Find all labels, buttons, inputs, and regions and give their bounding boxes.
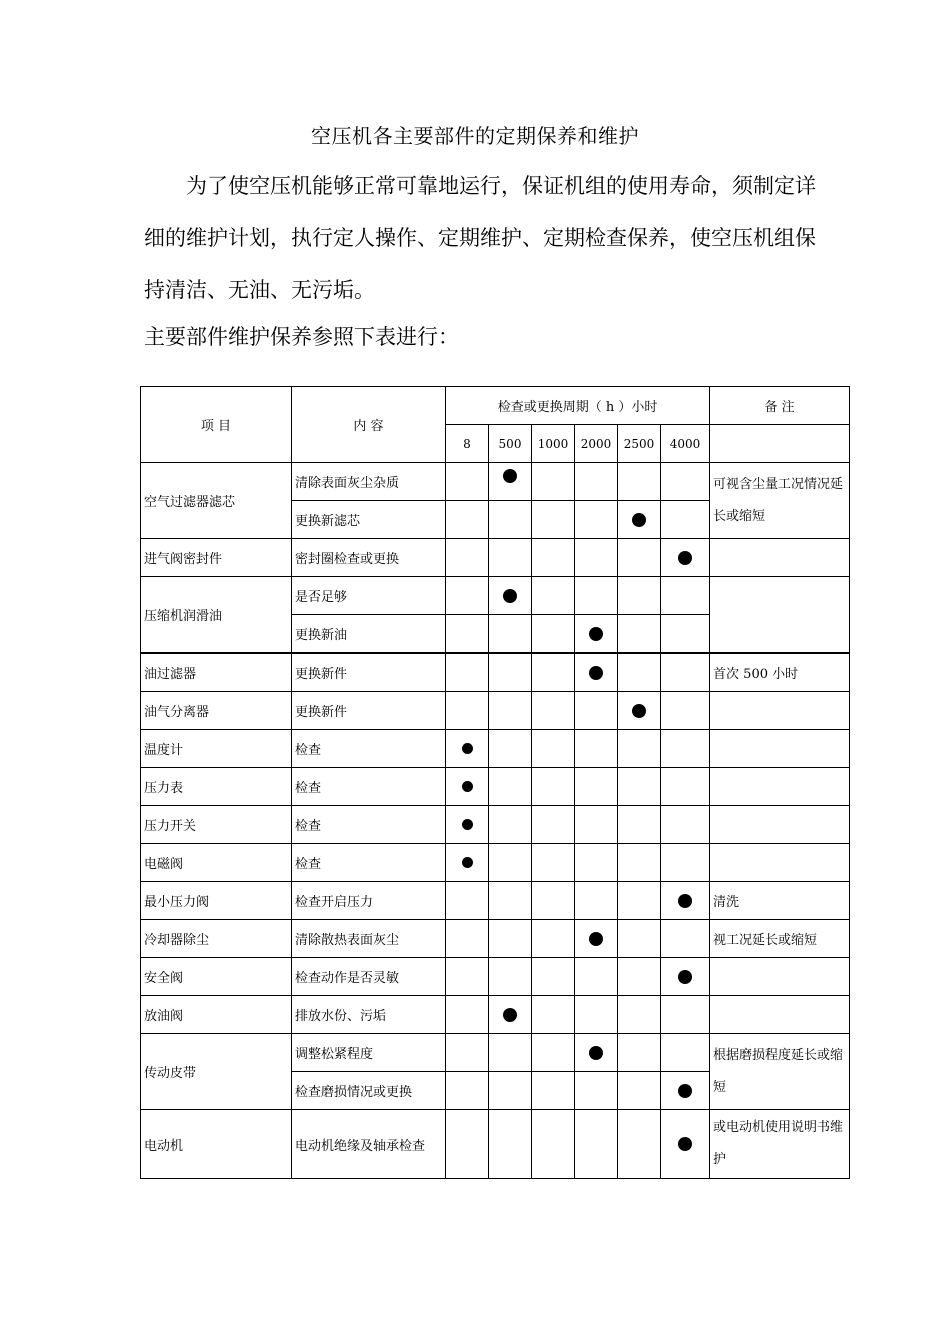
table-row <box>141 539 850 577</box>
row-note <box>710 692 850 730</box>
period-4000: 4000 <box>661 425 710 463</box>
header-item: 项 目 <box>141 387 292 463</box>
row-note: 视工况延长或缩短 <box>710 920 850 958</box>
row-note <box>710 844 850 882</box>
row-content: 检查 <box>292 730 446 768</box>
table-row <box>141 920 850 958</box>
table-row <box>141 806 850 844</box>
maintenance-table <box>140 386 850 1179</box>
row-note <box>710 768 850 806</box>
table-row <box>141 653 850 692</box>
row-note: 清洗 <box>710 882 850 920</box>
row-note: 或电动机使用说明书维护 <box>710 1110 850 1179</box>
row-item: 电动机 <box>141 1110 292 1179</box>
header-content: 内 容 <box>292 387 446 463</box>
row-note <box>710 806 850 844</box>
check-dot <box>503 589 517 603</box>
row-content: 排放水份、污垢 <box>292 996 446 1034</box>
period-1000: 1000 <box>532 425 575 463</box>
row-item: 进气阀密封件 <box>141 539 292 577</box>
period-2500: 2500 <box>618 425 661 463</box>
table-row <box>141 844 850 882</box>
note-blank <box>710 425 850 463</box>
row-item: 电磁阀 <box>141 844 292 882</box>
row-note: 根据磨损程度延长或缩短 <box>710 1034 850 1110</box>
period-500: 500 <box>489 425 532 463</box>
row-note: 首次 500 小时 <box>710 653 850 692</box>
row-item: 压力开关 <box>141 806 292 844</box>
row-content: 检查 <box>292 806 446 844</box>
check-dot <box>589 1046 603 1060</box>
row-item: 油气分离器 <box>141 692 292 730</box>
row-content: 密封圈检查或更换 <box>292 539 446 577</box>
row-content: 更换新油 <box>292 615 446 654</box>
row-content: 更换新滤芯 <box>292 501 446 539</box>
row-content: 检查磨损情况或更换 <box>292 1072 446 1110</box>
table-row <box>141 577 850 615</box>
header-note: 备 注 <box>710 387 850 425</box>
table-lead-text: 主要部件维护保养参照下表进行： <box>144 325 459 349</box>
row-note: 可视含尘量工况情况延长或缩短 <box>710 463 850 539</box>
check-dot <box>462 819 473 830</box>
table-row <box>141 882 850 920</box>
check-dot <box>678 970 692 984</box>
table-row <box>141 1110 850 1179</box>
row-note <box>710 958 850 996</box>
header-period: 检查或更换周期（ h ）小时 <box>446 387 710 425</box>
row-note <box>710 577 850 654</box>
check-dot <box>678 894 692 908</box>
row-content: 是否足够 <box>292 577 446 615</box>
table-row <box>141 958 850 996</box>
row-content: 检查 <box>292 844 446 882</box>
check-dot <box>589 666 603 680</box>
row-content: 清除散热表面灰尘 <box>292 920 446 958</box>
table-row <box>141 730 850 768</box>
row-item: 压缩机润滑油 <box>141 577 292 654</box>
check-dot <box>462 857 473 868</box>
check-dot <box>632 704 646 718</box>
row-note <box>710 996 850 1034</box>
row-note <box>710 730 850 768</box>
row-item: 压力表 <box>141 768 292 806</box>
row-item: 温度计 <box>141 730 292 768</box>
period-8: 8 <box>446 425 489 463</box>
row-item: 空气过滤器滤芯 <box>141 463 292 539</box>
table-row <box>141 463 850 501</box>
row-content: 检查动作是否灵敏 <box>292 958 446 996</box>
table-row <box>141 1034 850 1072</box>
row-item: 传动皮带 <box>141 1034 292 1110</box>
row-item: 冷却器除尘 <box>141 920 292 958</box>
row-item: 放油阀 <box>141 996 292 1034</box>
row-content: 电动机绝缘及轴承检查 <box>292 1110 446 1179</box>
document-title: 空压机各主要部件的定期保养和维护 <box>311 124 639 148</box>
row-content: 检查 <box>292 768 446 806</box>
row-content: 清除表面灰尘杂质 <box>292 463 446 501</box>
row-item: 安全阀 <box>141 958 292 996</box>
check-dot <box>632 513 646 527</box>
check-dot <box>503 469 517 483</box>
row-content: 调整松紧程度 <box>292 1034 446 1072</box>
check-dot <box>589 627 603 641</box>
intro-paragraph: 为了使空压机能够正常可靠地运行，保证机组的使用寿命，须制定详细的维护计划，执行定人操作、定期维护、定期检查保养，使空压机组保持清洁、无油、无污垢。 <box>144 174 816 302</box>
check-dot <box>503 1008 517 1022</box>
table-row <box>141 692 850 730</box>
row-note <box>710 539 850 577</box>
row-item: 油过滤器 <box>141 653 292 692</box>
check-dot <box>589 932 603 946</box>
row-content: 检查开启压力 <box>292 882 446 920</box>
row-content: 更换新件 <box>292 653 446 692</box>
check-dot <box>678 1084 692 1098</box>
period-2000: 2000 <box>575 425 618 463</box>
check-dot <box>678 551 692 565</box>
check-dot <box>462 743 473 754</box>
row-content: 更换新件 <box>292 692 446 730</box>
row-item: 最小压力阀 <box>141 882 292 920</box>
table-row <box>141 768 850 806</box>
check-dot <box>462 781 473 792</box>
table-row <box>141 996 850 1034</box>
check-dot <box>678 1137 692 1151</box>
